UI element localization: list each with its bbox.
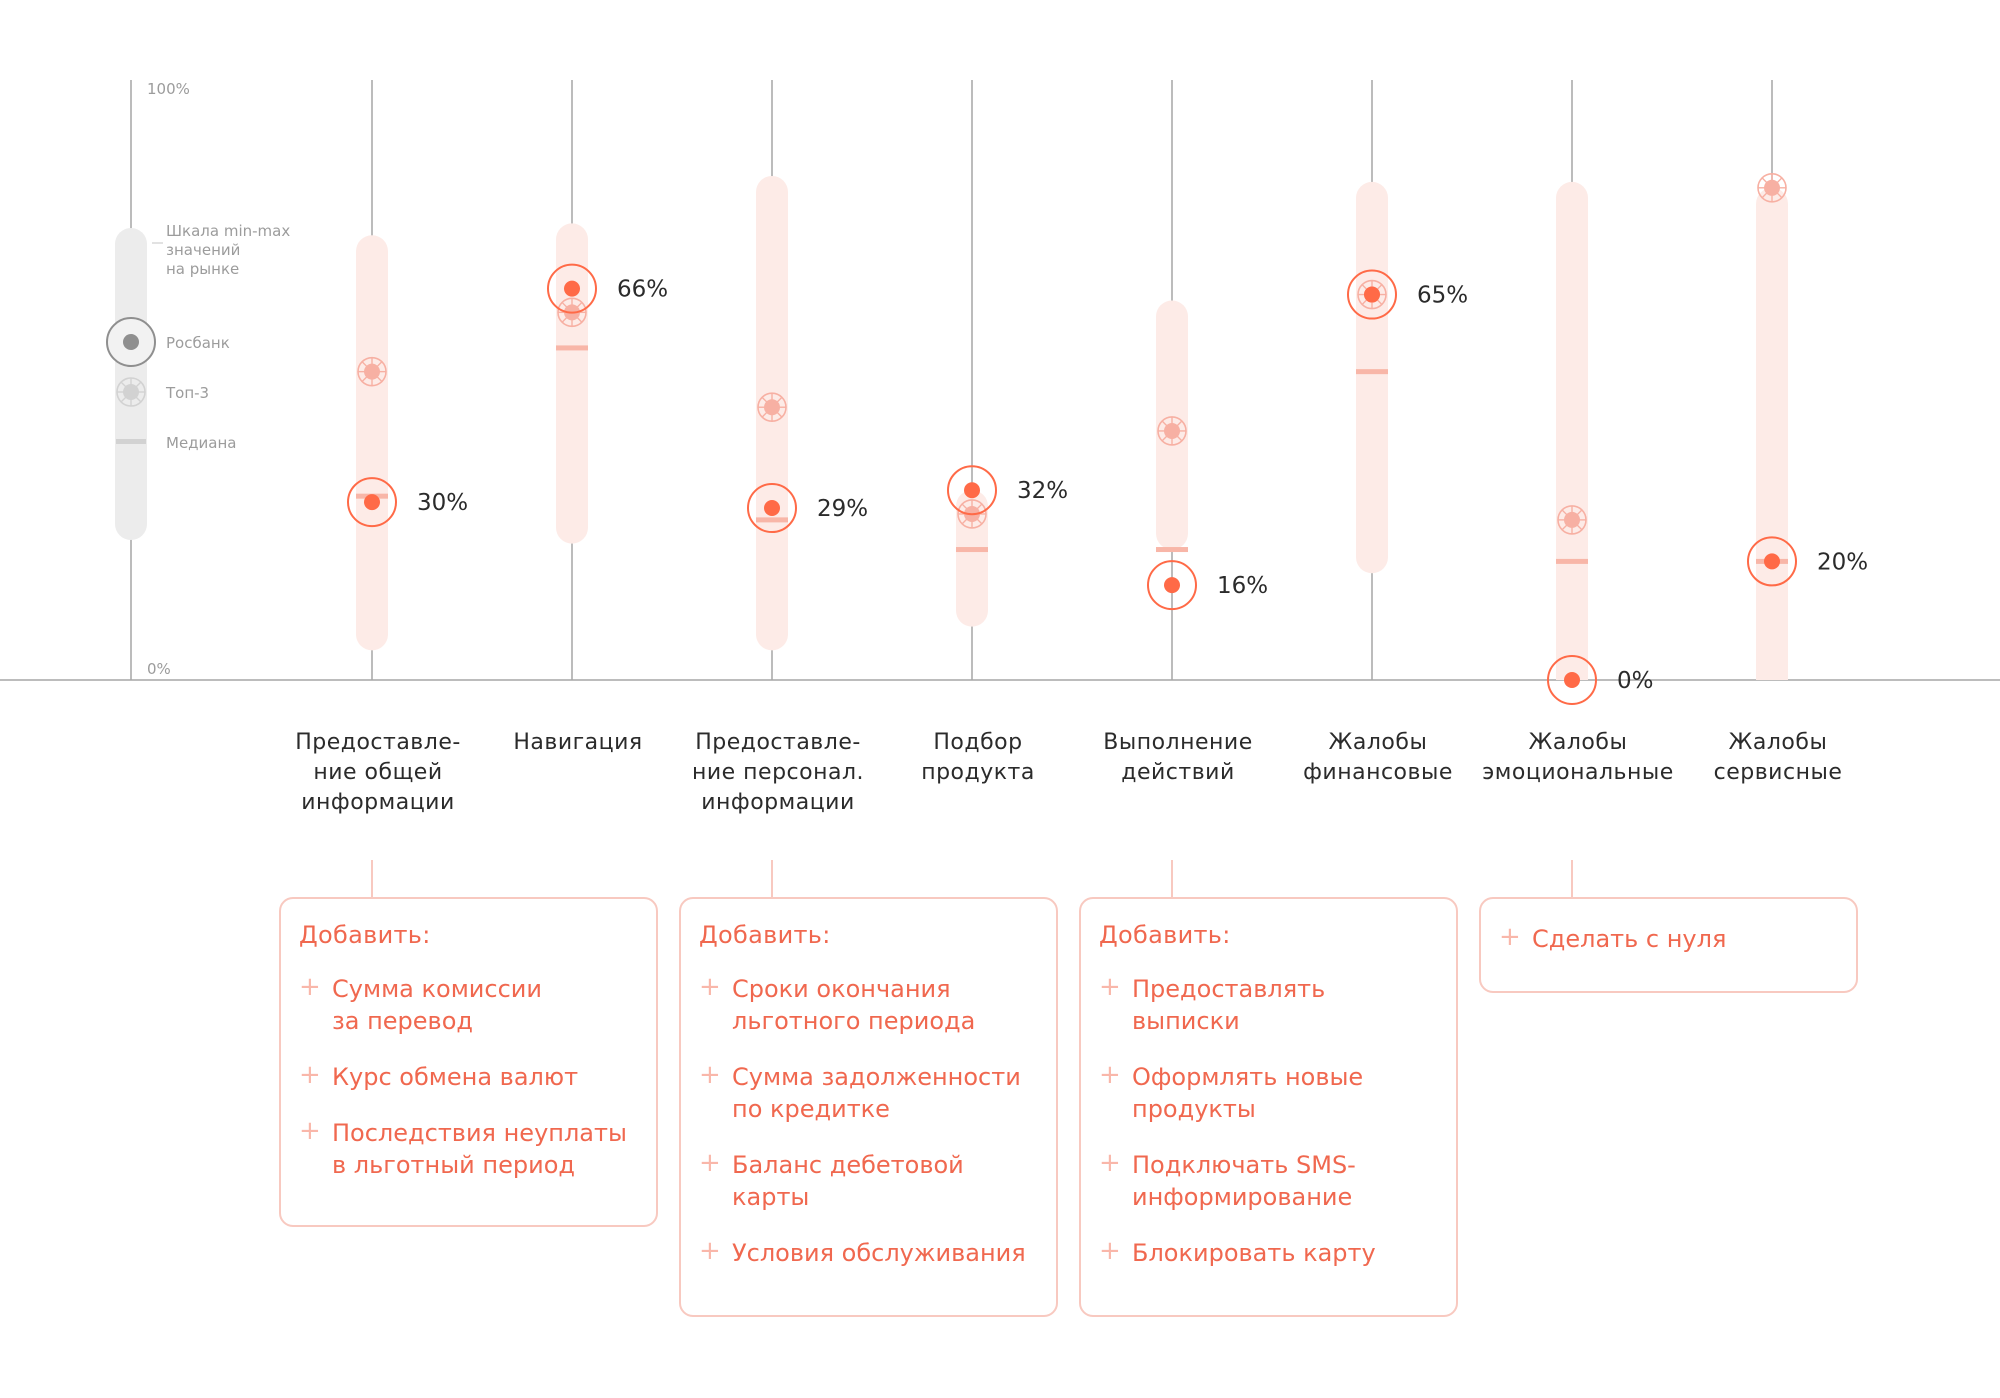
recommendation-item-line: Курс обмена валют <box>332 1063 579 1091</box>
recommendation-item <box>699 973 1038 1037</box>
rosbank-dot <box>564 281 580 297</box>
rosbank-value-label: 32% <box>1017 478 1069 505</box>
category-label-line: Предоставле- <box>295 730 461 755</box>
legend-top3-marker-dot <box>123 384 139 400</box>
legend-median-label: Медиана <box>166 434 237 452</box>
recommendation-item-line: Сделать с нуля <box>1532 925 1727 953</box>
category-label <box>1673 728 1883 788</box>
plus-icon: + <box>1499 922 1521 952</box>
top3-marker <box>1558 506 1586 534</box>
category-label-line: Жалобы <box>1328 730 1428 755</box>
category-label-line: Жалобы <box>1528 730 1628 755</box>
top3-marker-dot <box>1164 423 1180 439</box>
category-label <box>473 728 683 758</box>
range-bar <box>556 223 588 543</box>
top3-marker <box>1158 417 1186 445</box>
legend-range-label-line: Шкала min-max <box>166 222 291 240</box>
recommendation-item <box>1499 923 1838 955</box>
rosbank-value-label: 66% <box>617 276 669 303</box>
median-marker <box>1356 369 1388 374</box>
recommendation-item <box>299 973 638 1037</box>
rosbank-value-label: 65% <box>1417 282 1469 309</box>
category-label-line: продукта <box>921 760 1035 785</box>
recommendation-item-line: Сумма комиссии <box>332 975 542 1003</box>
legend-median-marker <box>116 439 146 444</box>
category-label <box>1273 728 1483 788</box>
recommendation-item-line: Сроки окончания <box>732 975 951 1003</box>
recommendation-item-line: по кредитке <box>732 1095 890 1123</box>
category-label <box>873 728 1083 788</box>
recommendation-item-line: информирование <box>1132 1183 1353 1211</box>
recommendation-item-line: Условия обслуживания <box>732 1239 1026 1267</box>
legend-rosbank-dot <box>123 334 139 350</box>
recommendation-item-line: продукты <box>1132 1095 1256 1123</box>
axis-label-100: 100% <box>147 80 190 98</box>
top3-marker-dot <box>1764 180 1780 196</box>
legend-range-label-line: на рынке <box>166 260 240 278</box>
plus-icon: + <box>699 1060 721 1090</box>
recommendation-item <box>299 1117 638 1181</box>
category-label <box>273 728 483 818</box>
category-label-line: ние общей <box>313 760 443 785</box>
plus-icon: + <box>299 972 321 1002</box>
category-label-line: действий <box>1121 760 1235 785</box>
category-label-line: Подбор <box>933 730 1023 755</box>
box-connector <box>1571 860 1573 898</box>
top3-marker-dot <box>364 364 380 380</box>
recommendation-item <box>1099 973 1438 1037</box>
rosbank-value-label: 16% <box>1217 573 1269 600</box>
category-label-line: ние персонал. <box>691 760 865 785</box>
recommendation-item-line: Подключать SMS- <box>1132 1151 1356 1179</box>
plus-icon: + <box>1099 1148 1121 1178</box>
recommendation-box <box>1079 897 1458 1317</box>
plus-icon: + <box>1099 972 1121 1002</box>
box-connector <box>1171 860 1173 898</box>
top3-marker <box>1758 174 1786 202</box>
legend-rosbank-label: Росбанк <box>166 334 230 352</box>
recommendation-item-line: льготного периода <box>732 1007 976 1035</box>
rosbank-value-label: 20% <box>1817 549 1869 576</box>
category-label <box>1073 728 1283 788</box>
recommendation-item <box>1099 1237 1438 1269</box>
category-label-line: Предоставле- <box>695 730 861 755</box>
median-marker <box>956 547 988 552</box>
recommendation-item <box>699 1237 1038 1269</box>
plus-icon: + <box>1099 1236 1121 1266</box>
rosbank-dot <box>764 500 780 516</box>
recommendation-title: Добавить: <box>699 921 831 949</box>
category-label <box>1473 728 1683 788</box>
category-label-line: информации <box>301 790 455 815</box>
legend-range-label-line: значений <box>166 241 241 259</box>
top3-marker <box>758 393 786 421</box>
rosbank-dot <box>1164 577 1180 593</box>
category-label-line: Жалобы <box>1728 730 1828 755</box>
recommendation-item-line: Блокировать карту <box>1132 1239 1376 1267</box>
range-bar <box>356 235 388 650</box>
category-label-line: информации <box>701 790 855 815</box>
range-bar <box>1756 188 1788 680</box>
recommendation-item-line: карты <box>732 1183 810 1211</box>
recommendation-item-line: Сумма задолженности <box>732 1063 1021 1091</box>
rosbank-dot <box>1764 553 1780 569</box>
top3-marker-spoke <box>1762 178 1767 183</box>
category-label <box>673 728 883 818</box>
median-marker <box>1156 547 1188 552</box>
rosbank-dot <box>1564 672 1580 688</box>
category-label-line: Выполнение <box>1103 730 1253 755</box>
rosbank-value-label: 30% <box>417 490 469 517</box>
legend-top3-marker <box>117 378 145 406</box>
rosbank-dot <box>364 494 380 510</box>
median-marker <box>756 517 788 522</box>
category-label-line: сервисные <box>1713 760 1843 785</box>
recommendation-item-line: Оформлять новые <box>1132 1063 1364 1091</box>
recommendation-item <box>699 1149 1038 1213</box>
recommendation-item <box>699 1061 1038 1125</box>
plus-icon: + <box>299 1116 321 1146</box>
recommendation-item-line: Баланс дебетовой <box>732 1151 964 1179</box>
rosbank-value-label: 0% <box>1617 668 1654 694</box>
plus-icon: + <box>299 1060 321 1090</box>
recommendation-item-line: за перевод <box>332 1007 473 1035</box>
recommendation-item <box>1099 1149 1438 1213</box>
range-bar <box>1356 182 1388 573</box>
range-bar <box>1556 182 1588 680</box>
recommendation-item-line: в льготный период <box>332 1151 575 1179</box>
recommendation-item-line: Предоставлять <box>1132 975 1326 1003</box>
median-marker <box>1556 559 1588 564</box>
recommendation-box <box>679 897 1058 1317</box>
plus-icon: + <box>699 1148 721 1178</box>
recommendation-item-line: Последствия неуплаты <box>332 1119 627 1147</box>
recommendation-title: Добавить: <box>299 921 431 949</box>
plus-icon: + <box>699 972 721 1002</box>
legend-top3-label: Топ-3 <box>166 384 210 402</box>
category-label-line: эмоциональные <box>1482 760 1674 785</box>
axis-label-0: 0% <box>147 660 171 678</box>
rosbank-dot <box>964 482 980 498</box>
box-connector <box>371 860 373 898</box>
recommendation-box <box>1479 897 1858 993</box>
top3-marker-dot <box>1564 512 1580 528</box>
box-connector <box>771 860 773 898</box>
top3-marker-dot <box>764 399 780 415</box>
top3-marker-spoke <box>1777 178 1782 183</box>
recommendation-box <box>279 897 658 1227</box>
rosbank-dot <box>1364 287 1380 303</box>
recommendation-title: Добавить: <box>1099 921 1231 949</box>
top3-marker <box>358 358 386 386</box>
recommendation-item <box>299 1061 638 1093</box>
plus-icon: + <box>699 1236 721 1266</box>
rosbank-value-label: 29% <box>817 496 869 523</box>
plus-icon: + <box>1099 1060 1121 1090</box>
recommendation-item <box>1099 1061 1438 1125</box>
median-marker <box>556 345 588 350</box>
category-label-line: Навигация <box>513 730 643 755</box>
recommendation-item-line: выписки <box>1132 1007 1240 1035</box>
category-label-line: финансовые <box>1303 760 1453 785</box>
